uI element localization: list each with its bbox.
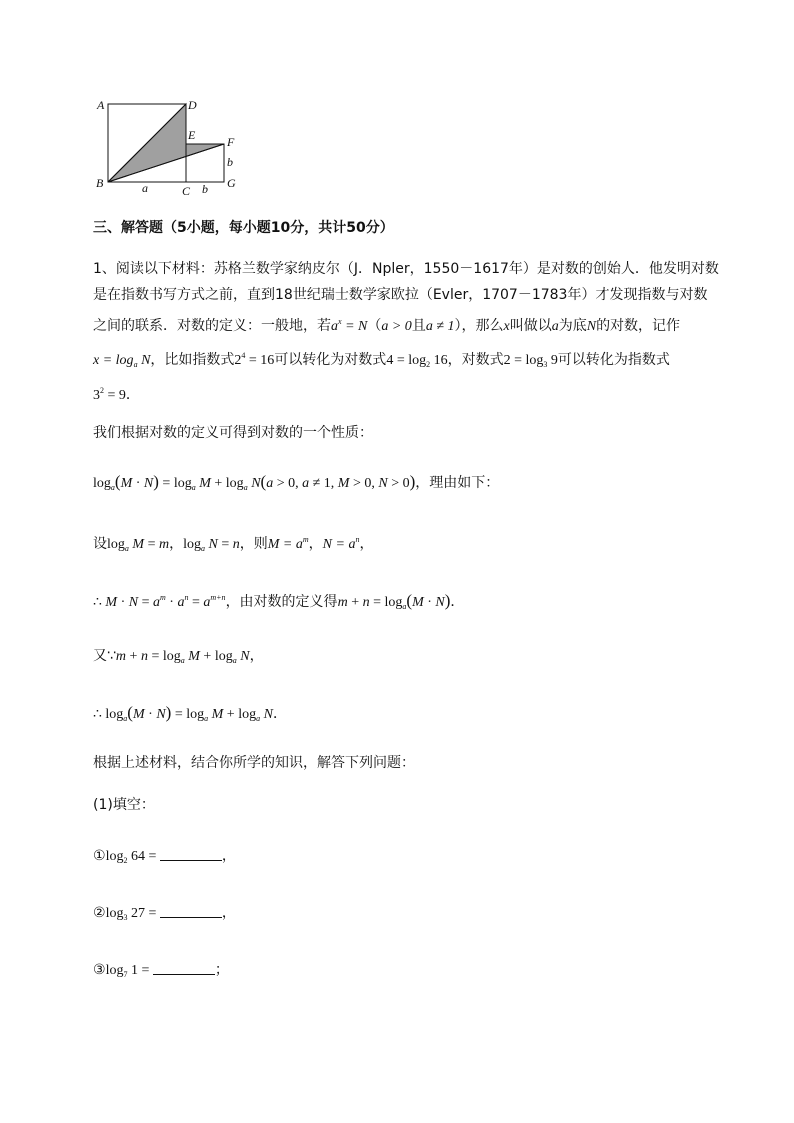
q1-line-3-text-a: 之间的联系．对数的定义：一般地，若 [93,318,331,334]
fill-item-3-end: ； [214,962,229,978]
formula-m-eq-a-pow-m: $M = a^m$ [267,535,309,552]
proof-set-line [93,530,373,559]
proof-set-text-a: 设 [93,536,107,552]
q1-line-4-text-a: ，比如指数式 [150,352,235,368]
formula-mn-product: ∴ $M \cdot N = a^m \cdot a^n = a^{m+n}$ [93,593,226,610]
proof-therefore-1-end: ． [450,594,465,610]
proof-also-text: 又∵ [93,648,116,664]
q1-line-3-text-b: （ [367,318,382,334]
fill-item-2-marker: ② [93,905,106,921]
formula-ax-eq-n: $a^x = N$ [331,317,368,334]
fill-item-2-end: ， [221,905,236,921]
q1-line-4 [93,346,670,375]
formula-2-pow-4: $2^4 = 16$ [234,351,275,368]
q1-line-2: 是在指数书写方式之前，直到18世纪瑞士数学家欧拉（Evler，1707－1783年）才发现指数与对数 [93,287,708,303]
shaded-region [108,104,224,182]
q1-line-3-text-f: 为底 [558,318,587,334]
fill-item-3 [93,960,229,985]
proof-therefore-1-tail: ，由对数的定义得 [225,594,338,610]
proof-set-text-c: ，则 [239,536,268,552]
formula-m-plus-n-eq-log: $m + n = \log_a(M \cdot N)$ [337,591,451,611]
formula-4-eq-log2-16: $4 = \log_2 16$ [386,353,448,369]
label-a-vertex: A [97,98,105,112]
symbol-n: N [586,319,597,334]
q1-line-3-text-g: 的对数，记作 [596,318,681,334]
label-c: C [182,184,191,197]
section-heading: 三、解答题（5小题，每小题10分，共计50分） [93,220,394,236]
proof-therefore-2 [93,703,287,729]
instruction: 根据上述材料，结合你所学的知识，解答下列问题： [93,755,415,771]
formula-log-product-property: $\log_a(M \cdot N) = \log_a M + \log_a N(a > 0$, a ≠ 1, M > 0, N > 0) [93,472,416,492]
label-side-b-right: b [227,155,233,169]
proof-therefore-1 [93,588,464,617]
fill-item-3-blank[interactable] [153,962,215,975]
q1-line-4-text-b: 可以转化为对数式 [274,352,387,368]
proof-set-text-b: ， [169,536,184,552]
fill-item-2 [93,903,236,928]
fill-item-1-end: ， [221,848,236,864]
formula-loga-m-eq-m: $\log_a M = m$ [107,537,170,553]
proof-set-text-d: ， [308,536,323,552]
fill-item-1-base: 2 [123,856,128,865]
property-intro: 我们根据对数的定义可得到对数的一个性质： [93,425,373,441]
formula-3-pow-2: $3^2 = 9$ [93,386,126,403]
property-tail: ，理由如下： [415,475,500,491]
formula-loga-n-eq-n: $\log_a N = n$ [183,537,240,553]
q1-line-3-text-c: 且 [411,318,426,334]
fill-item-1 [93,846,236,871]
formula-conclusion: ∴ $\log_a(M \cdot N) = \log_a M + \log_a N$ [93,703,273,723]
property-formula-line [93,472,499,498]
formula-a-gt-0: a > 0 [381,319,412,334]
fill-item-2-blank[interactable] [160,905,222,918]
formula-n-eq-a-pow-n: $N = a^n$ [322,535,360,552]
label-f: F [227,135,235,149]
label-side-a: a [142,181,148,195]
proof-therefore-2-end: ． [272,706,287,722]
label-g: G [227,176,236,190]
fill-item-2-base: 3 [123,913,128,922]
formula-2-eq-log3-9: $2 = \log_3 9$ [503,353,558,369]
fill-item-3-base: 7 [123,970,128,979]
fill-item-2-arg: 27 [130,906,145,921]
label-e: E [188,128,196,142]
q1-line-3-text-d: ），那么 [454,318,504,334]
fill-item-2-formula: $\log_3 27$ = [105,906,160,922]
label-side-b-bottom: b [202,182,208,196]
q1-line-4-text-d: 可以转化为指数式 [557,352,670,368]
q1-line-1: 1、阅读以下材料：苏格兰数学家纳皮尔（J．Npler，1550－1617年）是对数的创始人．他发明对数 [93,261,719,277]
q1-line-3-text-e: 叫做以 [509,318,552,334]
part-1-label: (1)填空： [93,797,155,813]
proof-also [93,646,264,671]
symbol-x: x [503,319,510,334]
fill-item-1-arg: 64 [130,849,145,864]
q1-line-5 [93,381,140,406]
fill-item-3-marker: ③ [93,962,106,978]
fill-item-3-arg: 1 [130,963,138,978]
proof-set-text-e: ， [359,536,374,552]
fill-item-3-formula: $\log_7 1$ = [105,963,153,979]
geometry-figure [90,92,250,197]
q1-line-5-text: ． [125,387,140,403]
q1-line-3 [93,312,680,337]
fill-item-1-marker: ① [93,848,106,864]
formula-x-eq-log: $x = \log_a N$ [93,353,151,369]
proof-also-end: ， [249,648,264,664]
fill-item-1-formula: $\log_2 64$ = [105,849,160,865]
q1-line-4-text-c: ，对数式 [447,352,504,368]
fill-item-1-blank[interactable] [160,848,222,861]
formula-a-ne-1: a ≠ 1 [425,319,455,334]
formula-m-plus-n-eq-sum: $m + n = \log_a M + \log_a N$ [115,649,250,665]
label-d: D [188,98,197,112]
symbol-a: a [551,319,559,334]
label-b-vertex: B [96,176,104,190]
